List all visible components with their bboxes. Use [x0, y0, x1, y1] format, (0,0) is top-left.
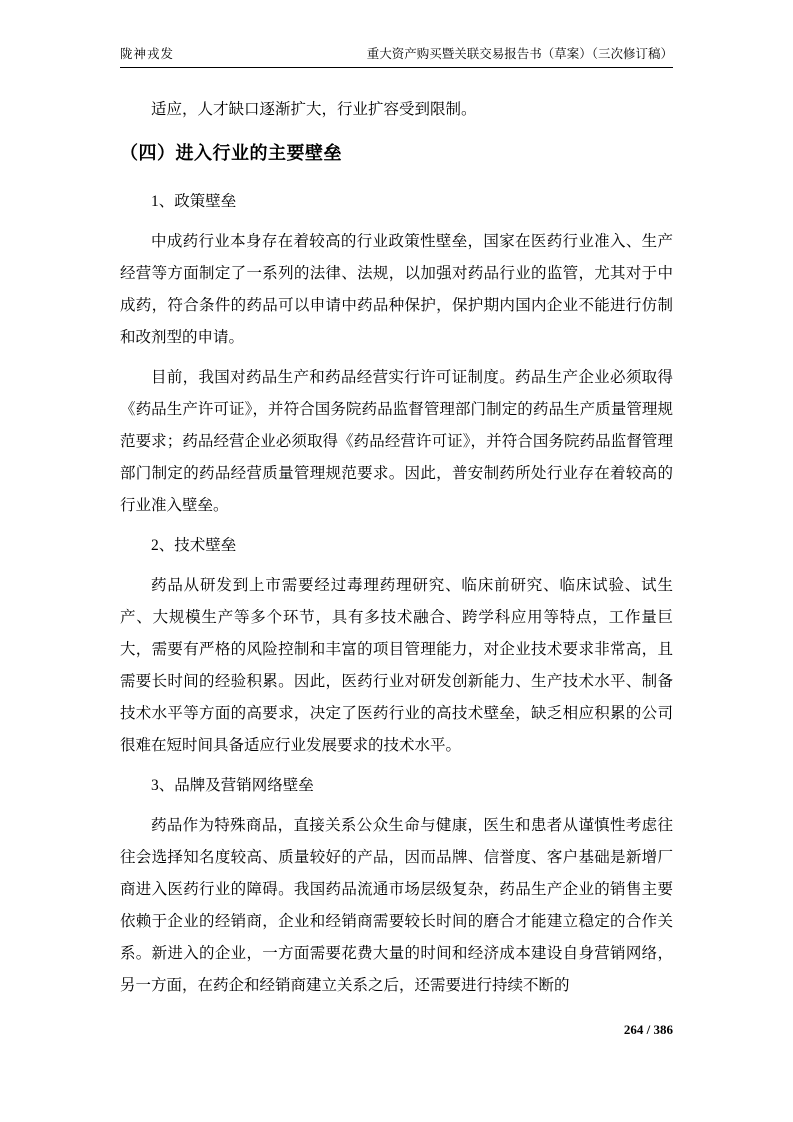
- header-company-name: 陇神戎发: [120, 47, 175, 61]
- paragraph-policy-2: 目前，我国对药品生产和药品经营实行许可证制度。药品生产企业必须取得《药品生产许可证》，并符合国务院药品监督管理部门制定的药品生产质量管理规范要求；药品经营企业必须取得《药品经营许可证》，并符合国务院药品监督管理部门制定的药品经营质量管理规范要求。因此，普安制药所处行业存在着较高的行业准入壁垒。: [120, 369, 673, 514]
- subsection-title-policy: 1、政策壁垒: [151, 193, 237, 210]
- subsection-title-technology: 2、技术壁垒: [151, 537, 237, 554]
- page-footer: [120, 1022, 673, 1038]
- page-number: 264 / 386: [623, 1022, 673, 1037]
- section-heading-barriers: （四）进入行业的主要壁垒: [120, 143, 342, 163]
- paragraph-intro-continuation: 适应，人才缺口逐渐扩大，行业扩容受到限制。: [151, 101, 477, 118]
- subsection-title-brand-network: 3、品牌及营销网络壁垒: [151, 777, 314, 794]
- header-document-title: 重大资产购买暨关联交易报告书（草案）（三次修订稿）: [366, 47, 673, 61]
- document-body: [120, 94, 673, 1010]
- page-header: [120, 46, 673, 68]
- paragraph-technology-1: 药品从研发到上市需要经过毒理药理研究、临床前研究、临床试验、试生产、大规模生产等多个环节，具有多技术融合、跨学科应用等特点，工作量巨大，需要有严格的风险控制和丰富的项目管理能力，对企业技术要求非常高，且需要长时间的经验积累。因此，医药行业对研发创新能力、生产技术水平、制备技术水平等方面的高要求，决定了医药行业的高技术壁垒，缺乏相应积累的公司很难在短时间具备适应行业发展要求的技术水平。: [120, 577, 673, 754]
- paragraph-brand-network-1: 药品作为特殊商品，直接关系公众生命与健康，医生和患者从谨慎性考虑往往会选择知名度较高、质量较好的产品，因而品牌、信誉度、客户基础是新增厂商进入医药行业的障碍。我国药品流通市场层级复杂，药品生产企业的销售主要依赖于企业的经销商，企业和经销商需要较长时间的磨合才能建立稳定的合作关系。新进入的企业，一方面需要花费大量的时间和经济成本建设自身营销网络，另一方面，在药企和经销商建立关系之后，还需要进行持续不断的: [120, 817, 673, 994]
- paragraph-policy-1: 中成药行业本身存在着较高的行业政策性壁垒，国家在医药行业准入、生产经营等方面制定了一系列的法律、法规，以加强对药品行业的监管，尤其对于中成药，符合条件的药品可以申请中药品种保护，保护期内国内企业不能进行仿制和改剂型的申请。: [120, 233, 673, 346]
